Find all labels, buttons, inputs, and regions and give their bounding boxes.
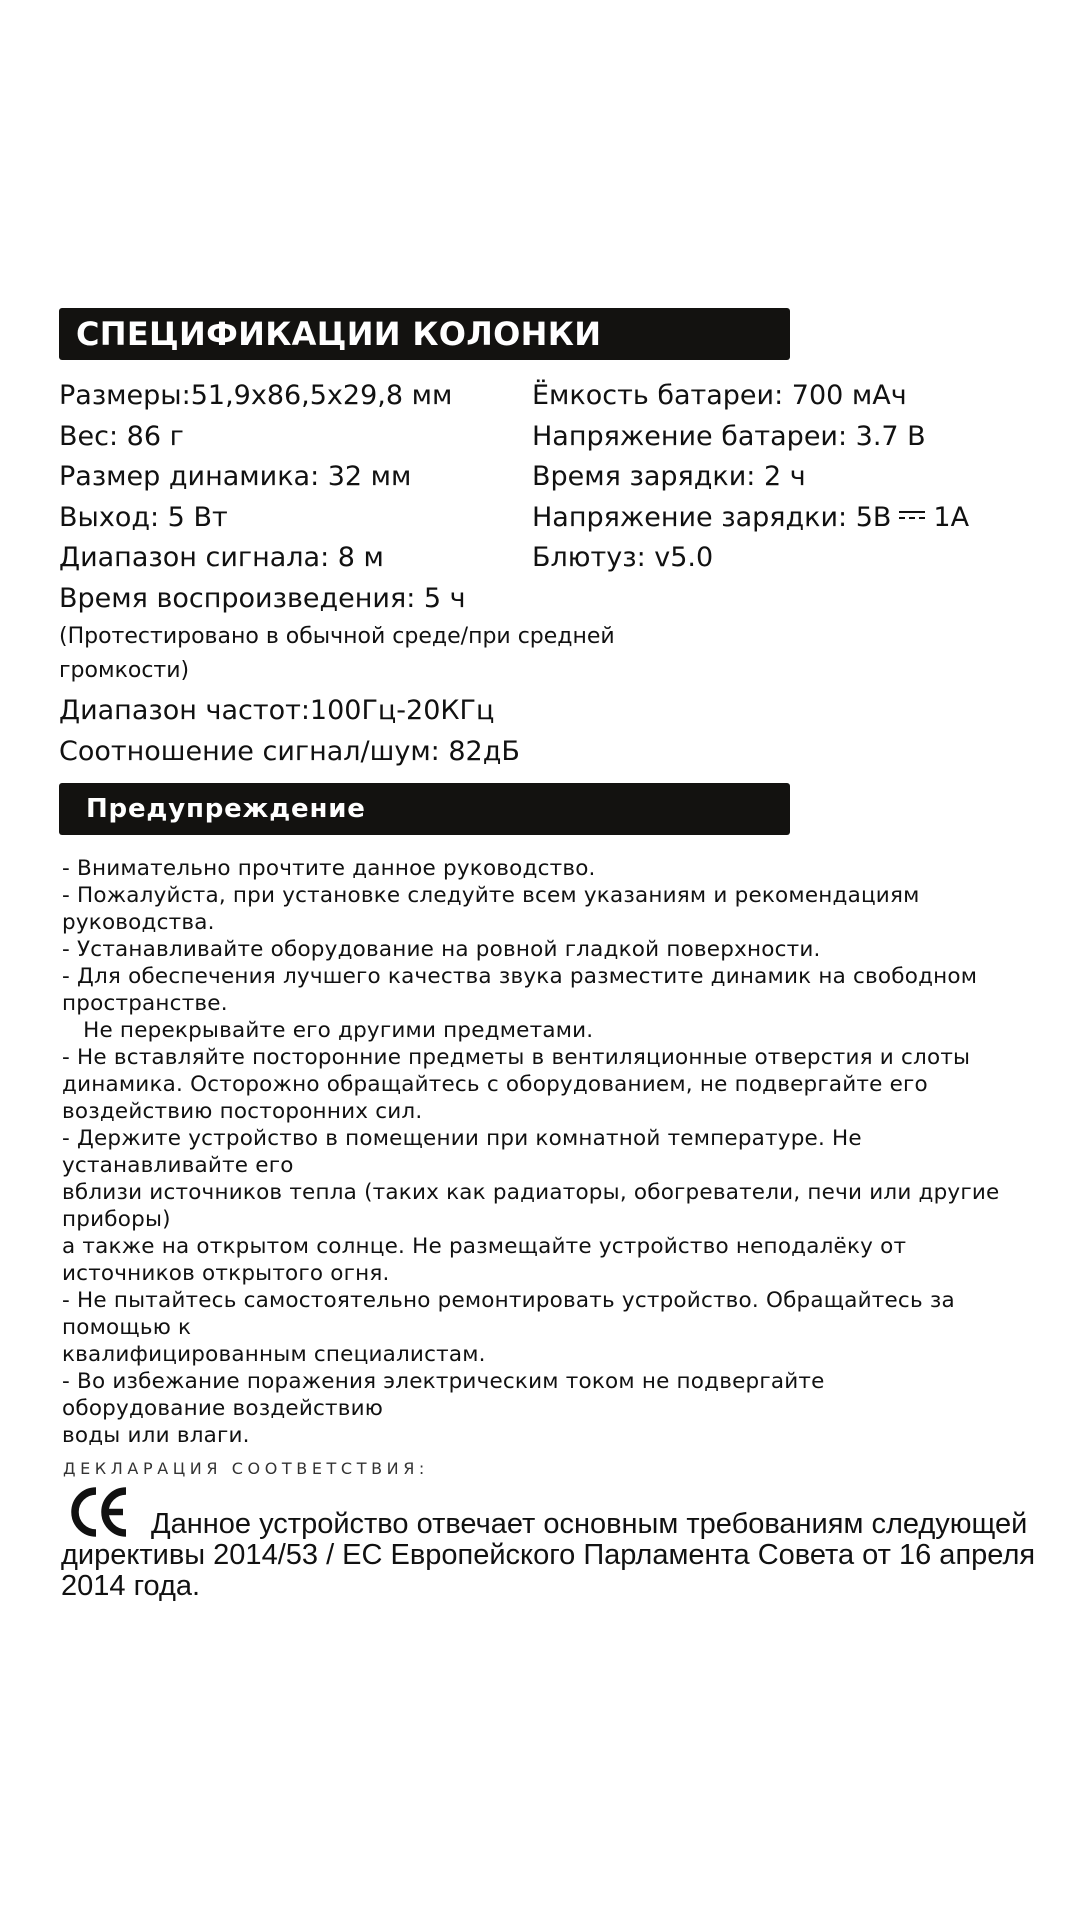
warning-line: устанавливайте его xyxy=(62,1153,294,1178)
spec-driver-size: Размер динамика: 32 мм xyxy=(59,461,412,492)
spec-playtime: Время воспроизведения: 5 ч xyxy=(59,582,466,614)
warning-line: - Внимательно прочтите данное руководство. xyxy=(62,856,596,881)
warning-list xyxy=(62,855,1052,1449)
warning-line: динамика. Осторожно обращайтесь с оборудованием, не подвергайте его xyxy=(62,1072,928,1097)
warning-line: - Для обеспечения лучшего качества звука разместите динамик на свободном xyxy=(62,964,978,989)
spec-range: Диапазон сигнала: 8 м xyxy=(59,542,384,573)
specs-right-column xyxy=(532,376,1052,579)
spec-battery-capacity: Ёмкость батареи: 700 мАч xyxy=(532,380,907,411)
warning-line: - Не пытайтесь самостоятельно ремонтировать устройство. Обращайтесь за xyxy=(62,1288,955,1313)
warning-line: источников открытого огня. xyxy=(62,1261,390,1286)
spec-weight: Вес: 86 г xyxy=(59,420,184,452)
dc-current-icon xyxy=(899,509,925,521)
spec-charge-voltage-label: Напряжение зарядки: 5В xyxy=(532,501,892,533)
warning-line: Не перекрывайте его другими предметами. xyxy=(62,1018,594,1043)
spec-header: СПЕЦИФИКАЦИИ КОЛОНКИ xyxy=(59,308,790,360)
warning-line: приборы) xyxy=(62,1207,171,1232)
spec-battery-voltage: Напряжение батареи: 3.7 В xyxy=(532,420,926,452)
warning-line: воздействию посторонних сил. xyxy=(62,1099,423,1124)
warning-line: руководства. xyxy=(62,910,215,935)
warning-line: воды или влаги. xyxy=(62,1423,250,1448)
spec-charge-voltage xyxy=(532,498,1052,539)
warning-line: оборудование воздействию xyxy=(62,1396,384,1421)
spec-charge-current: 1А xyxy=(933,501,970,533)
spec-playtime-note: (Протестировано в обычной среде/при средней громкости) xyxy=(59,624,615,683)
warning-line: - Во избежание поражения электрическим током не подвергайте xyxy=(62,1369,825,1394)
declaration-title: ДЕКЛАРАЦИЯ СООТВЕТСТВИЯ: xyxy=(63,1459,429,1478)
specs-left-column xyxy=(59,376,615,772)
spec-frequency: Диапазон частот:100Гц-20КГц xyxy=(59,695,495,726)
spec-charge-time: Время зарядки: 2 ч xyxy=(532,461,806,492)
warning-header: Предупреждение xyxy=(59,783,790,835)
warning-line: - Пожалуйста, при установке следуйте всем указаниям и рекомендациям xyxy=(62,883,920,908)
warning-line: - Не вставляйте посторонние предметы в вентиляционные отверстия и слоты xyxy=(62,1045,971,1070)
warning-line: а также на открытом солнце. Не размещайте устройство неподалёку от xyxy=(62,1234,907,1259)
warning-line: - Держите устройство в помещении при комнатной температуре. Не xyxy=(62,1126,862,1151)
warning-line: квалифицированным специалистам. xyxy=(62,1342,486,1367)
warning-line: вблизи источников тепла (таких как радиаторы, обогреватели, печи или другие xyxy=(62,1180,1000,1205)
spec-bluetooth: Блютуз: v5.0 xyxy=(532,542,714,573)
spec-output: Выход: 5 Вт xyxy=(59,501,228,533)
warning-line: пространстве. xyxy=(62,991,228,1016)
warning-line: помощью к xyxy=(62,1315,192,1340)
spec-snr: Соотношение сигнал/шум: 82дБ xyxy=(59,735,520,767)
declaration-text: Данное устройство отвечает основным требованиям следующей директивы 2014/53 / ЕС Европейского Парламента Совета от 16 апреля 2014 года. xyxy=(61,1508,1036,1602)
warning-line: - Устанавливайте оборудование на ровной гладкой поверхности. xyxy=(62,937,821,962)
spec-dimensions: Размеры:51,9х86,5х29,8 мм xyxy=(59,380,453,411)
